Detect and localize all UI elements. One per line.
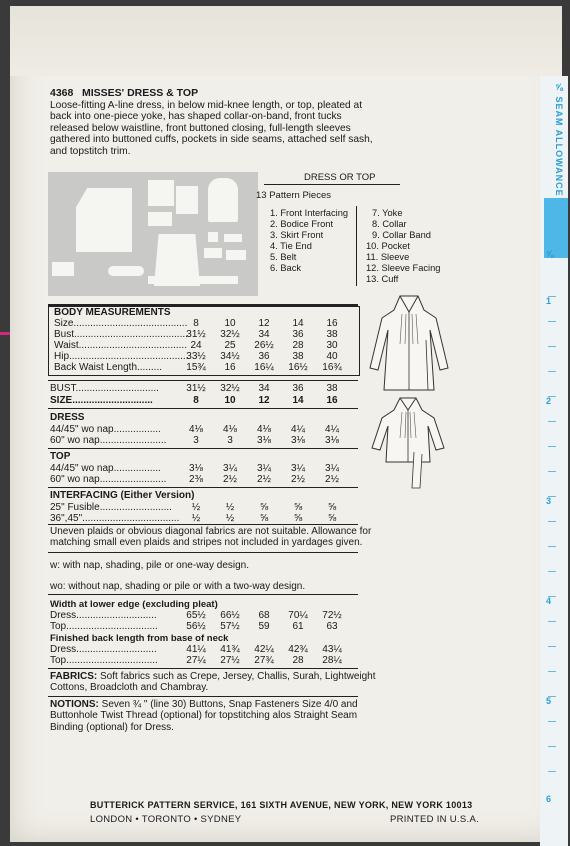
measurement-value: 36: [292, 329, 304, 340]
section-heading: INTERFACING (Either Version): [50, 490, 195, 501]
measurement-value: 3⅛: [257, 435, 271, 446]
measurement-value: 10: [224, 395, 236, 406]
measurement-value: 59: [258, 621, 270, 632]
measurement-value: 3¼: [223, 463, 237, 474]
piece-item: 5. Belt: [270, 252, 297, 262]
measurement-value: 31½: [186, 383, 206, 394]
measurement-value: 36: [258, 351, 270, 362]
piece-item: 9. Collar Band: [372, 230, 431, 240]
measurement-value: ½: [191, 502, 201, 513]
measurement-value: 2½: [257, 474, 271, 485]
measurement-value: ½: [225, 502, 235, 513]
measurement-row-label: 36",45"...................................: [50, 513, 180, 524]
measurement-value: 3: [193, 435, 199, 446]
measurement-value: 63: [326, 621, 338, 632]
piece-item: 8. Collar: [372, 219, 407, 229]
pattern-title: MISSES' DRESS & TOP: [82, 87, 199, 99]
measurement-value: ½: [225, 513, 235, 524]
measurement-value: 34: [258, 329, 270, 340]
measurement-value: 68: [258, 610, 270, 621]
measurement-value: 42¾: [288, 644, 308, 655]
measurement-value: 4¼: [325, 424, 339, 435]
fabrics-label: FABRICS:: [50, 671, 98, 682]
measurement-value: ⅝: [327, 513, 337, 524]
measurement-value: 12: [258, 395, 270, 406]
measurement-row-label: Top.................................: [50, 655, 158, 666]
piece-item: 13. Cuff: [366, 274, 399, 284]
measurement-value: 3⅛: [189, 463, 203, 474]
measurement-value: 2½: [223, 474, 237, 485]
measurement-value: 38: [326, 329, 338, 340]
measurement-value: 28: [292, 340, 304, 351]
section-heading: DRESS: [50, 412, 85, 423]
measurement-value: 32½: [220, 329, 240, 340]
piece-item: 1. Front Interfacing: [270, 208, 349, 218]
version-heading: DRESS OR TOP: [304, 172, 376, 183]
measurement-row-label: 60" wo nap........................: [50, 435, 167, 446]
measurement-row-label: Hip...........................................: [54, 351, 189, 362]
piece-item: 6. Back: [270, 263, 302, 273]
footer-printed: PRINTED IN U.S.A.: [390, 814, 480, 825]
piece-item: 7. Yoke: [372, 208, 403, 218]
piece-item: 2. Bodice Front: [270, 219, 334, 229]
measurement-row-label: Size.........................................: [54, 318, 188, 329]
measurement-value: 4¼: [291, 424, 305, 435]
notions-text: Seven ¾ " (line 30) Buttons, Snap Fasteners Size 4/0 and Buttonhole Twist Thread (optional) for topstitching alos Straight Seam Binding (optional) for Dress.: [50, 699, 358, 733]
measurement-value: 25: [224, 340, 236, 351]
measurement-value: 4⅛: [189, 424, 203, 435]
measurement-value: 3⅛: [325, 435, 339, 446]
measurement-value: 4⅛: [223, 424, 237, 435]
measurement-value: 66½: [220, 610, 240, 621]
ruler-mark: 4: [546, 596, 552, 606]
measurement-value: 57½: [220, 621, 240, 632]
measurement-value: 38: [326, 383, 338, 394]
body-measurements-heading: BODY MEASUREMENTS: [54, 307, 171, 318]
dress-sketch: [364, 290, 454, 395]
pattern-pieces-diagram: [48, 172, 258, 296]
measurement-value: 31½: [186, 329, 206, 340]
section-heading: Width at lower edge (excluding pleat): [50, 599, 218, 610]
ruler-label: ⅝ SEAM ALLOWANCE: [554, 82, 564, 197]
measurement-value: 24: [190, 340, 202, 351]
ruler-mark: 2: [546, 396, 552, 406]
measurement-value: 14: [292, 395, 304, 406]
measurement-value: 38: [292, 351, 304, 362]
pattern-number: 4368: [50, 87, 74, 99]
measurement-value: 16: [326, 395, 338, 406]
measurement-value: 3: [227, 435, 233, 446]
pattern-description: Loose-fitting A-line dress, in below mid-knee length, or top, pleated at back into one-piece yoke, has shaped collar-on-band, front tucks released below waistline, front buttoned closing, full-length sleeves gathered into buttoned cuffs, pockets in side seams, attached self sash, and topstitch trim.: [50, 100, 373, 157]
measurement-value: 16: [326, 318, 338, 329]
measurement-value: 16¼: [254, 362, 274, 373]
piece-item: 4. Tie End: [270, 241, 312, 251]
measurement-value: 72½: [322, 610, 342, 621]
measurement-value: 41¾: [220, 644, 240, 655]
measurement-value: 42¼: [254, 644, 274, 655]
measurement-value: 56½: [186, 621, 206, 632]
measurement-row-label: Waist.......................................: [54, 340, 187, 351]
fabrics-text: Soft fabrics such as Crepe, Jersey, Challis, Surah, Lightweight Cottons, Broadcloth and Chambray.: [50, 671, 376, 694]
measurement-value: 30: [326, 340, 338, 351]
piece-item: 12. Sleeve Facing: [366, 263, 441, 273]
measurement-value: ⅝: [293, 513, 303, 524]
piece-item: 3. Skirt Front: [270, 230, 324, 240]
ruler-mark: 5: [546, 696, 552, 706]
measurement-value: 4⅛: [257, 424, 271, 435]
section-heading: Finished back length from base of neck: [50, 633, 229, 644]
measurement-value: 27½: [220, 655, 240, 666]
measurement-value: 2½: [291, 474, 305, 485]
notions-label: NOTIONS:: [50, 699, 99, 710]
section-heading: TOP: [50, 451, 71, 462]
ruler-mark: 1: [546, 296, 552, 306]
measurement-value: 61: [292, 621, 304, 632]
measurement-row-label: Back Waist Length.........: [54, 362, 163, 373]
measurement-value: 8: [193, 395, 199, 406]
top-sketch: [368, 392, 448, 492]
measurement-row-label: BUST..............................: [50, 383, 159, 394]
measurement-value: ⅝: [259, 502, 269, 513]
pin-mark: [0, 332, 10, 335]
measurement-row-label: Dress.............................: [50, 644, 157, 655]
measurement-value: 34: [258, 383, 270, 394]
measurement-row-label: SIZE.............................: [50, 395, 153, 406]
piece-item: 11. Sleeve: [366, 252, 410, 262]
measurement-value: 14: [292, 318, 304, 329]
measurement-value: 3⅛: [291, 435, 305, 446]
measurement-row-label: 44/45" wo nap.................: [50, 424, 161, 435]
measurement-value: 34½: [220, 351, 240, 362]
nap-without-note: wo: without nap, shading or pile or with a two-way design.: [50, 581, 306, 592]
measurement-value: 32½: [220, 383, 240, 394]
ruler-mark: ⅝: [546, 249, 554, 259]
measurement-value: 12: [258, 318, 270, 329]
measurement-value: 8: [193, 318, 199, 329]
measurement-value: 36: [292, 383, 304, 394]
measurement-row-label: Top.................................: [50, 621, 158, 632]
piece-item: 10. Pocket: [366, 241, 410, 251]
measurement-value: ½: [191, 513, 201, 524]
nap-with-note: w: with nap, shading, pile or one-way design.: [50, 560, 250, 571]
measurement-value: 2½: [325, 474, 339, 485]
measurement-value: 27¾: [254, 655, 274, 666]
measurement-row-label: 25" Fusible..........................: [50, 502, 172, 513]
measurement-row-label: Bust.........................................: [54, 329, 188, 340]
measurement-row-label: 60" wo nap........................: [50, 474, 167, 485]
measurement-value: 2⅜: [189, 474, 203, 485]
measurement-value: 3¼: [257, 463, 271, 474]
measurement-value: 40: [326, 351, 338, 362]
measurement-value: 26½: [254, 340, 274, 351]
measurement-value: 28¼: [322, 655, 342, 666]
measurement-value: 15¾: [186, 362, 206, 373]
measurement-value: 65½: [186, 610, 206, 621]
measurement-value: 16¾: [322, 362, 342, 373]
measurement-value: ⅝: [259, 513, 269, 524]
measurement-value: 3¼: [325, 463, 339, 474]
measurement-value: 33½: [186, 351, 206, 362]
measurement-row-label: Dress.............................: [50, 610, 157, 621]
measurement-value: 70¼: [288, 610, 308, 621]
envelope-flap: [10, 6, 562, 76]
measurement-value: 16: [224, 362, 236, 373]
footer-cities: LONDON • TORONTO • SYDNEY: [90, 814, 242, 825]
pattern-pieces-count: 13 Pattern Pieces: [256, 190, 331, 201]
measurement-value: 27¼: [186, 655, 206, 666]
measurement-value: 41¼: [186, 644, 206, 655]
plaids-note: Uneven plaids or obvious diagonal fabrics are not suitable. Allowance for matching small even plaids and stripes not included in yardages given.: [50, 526, 372, 549]
measurement-value: ⅝: [327, 502, 337, 513]
measurement-row-label: 44/45" wo nap.................: [50, 463, 161, 474]
measurement-value: 10: [224, 318, 236, 329]
measurement-value: 28: [292, 655, 304, 666]
footer-address: BUTTERICK PATTERN SERVICE, 161 SIXTH AVENUE, NEW YORK, NEW YORK 10013: [90, 800, 473, 810]
measurement-value: 3¼: [291, 463, 305, 474]
measurement-value: 16½: [288, 362, 308, 373]
measurement-value: 43¼: [322, 644, 342, 655]
ruler-mark: 3: [546, 496, 552, 506]
measurement-value: ⅝: [293, 502, 303, 513]
ruler-mark: 6: [546, 794, 552, 804]
